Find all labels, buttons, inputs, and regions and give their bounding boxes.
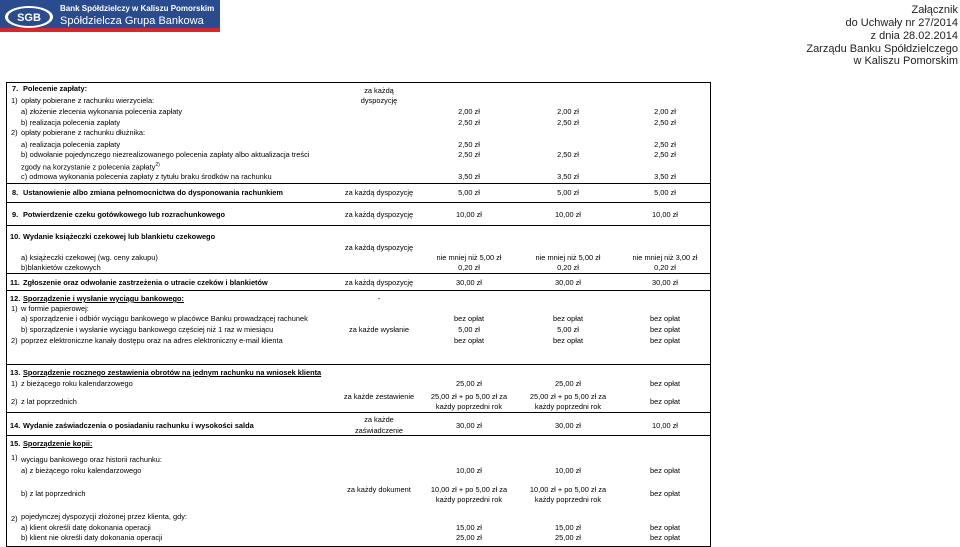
fee-value: nie mniej niż 3,00 zł bbox=[632, 253, 698, 262]
unit-label: za każdą dyspozycję bbox=[344, 210, 414, 219]
unit-label: za każde bbox=[364, 415, 394, 424]
section-title: Polecenie zapłaty: bbox=[23, 84, 88, 93]
resolution-label: do Uchwały nr 27/2014 bbox=[845, 17, 958, 29]
fee-row-label: b) klient nie określi daty dokonania operacji bbox=[21, 533, 163, 542]
section-title: Wydanie książeczki czekowej lub blankietu czekowego bbox=[23, 232, 216, 241]
fee-value: 2,50 zł bbox=[458, 118, 480, 127]
fee-value: bez opłat bbox=[650, 489, 680, 498]
fee-value: bez opłat bbox=[553, 336, 583, 345]
fee-row-label: poprzez elektroniczne kanały dostępu oraz na adres elektroniczny e-mail klienta bbox=[21, 336, 283, 345]
fee-row-label: b)blankietów czekowych bbox=[21, 263, 101, 272]
fee-value: 2,00 zł bbox=[458, 107, 480, 116]
fee-value: 30,00 zł bbox=[555, 278, 581, 287]
section-title: Potwierdzenie czeku gotówkowego lub rozrachunkowego bbox=[23, 210, 226, 219]
sub-number: 2) bbox=[11, 128, 18, 137]
unit-label: za każde zestawienie bbox=[343, 392, 415, 401]
fee-value: bez opłat bbox=[650, 523, 680, 532]
fee-value: 15,00 zł bbox=[555, 523, 581, 532]
sub-number: 1) bbox=[11, 304, 18, 313]
fee-value: 10,00 zł bbox=[456, 210, 482, 219]
fee-row-label: a) książeczki czekowej (wg. ceny zakupu) bbox=[21, 253, 158, 262]
fee-value: 5,00 zł bbox=[557, 188, 579, 197]
fee-value: 5,00 zł bbox=[557, 325, 579, 334]
sub-title: w formie papierowej: bbox=[21, 304, 89, 313]
row-divider bbox=[6, 202, 711, 203]
row-divider bbox=[6, 273, 711, 274]
row-divider bbox=[6, 183, 711, 184]
row-divider bbox=[6, 364, 711, 365]
unit-label: za każdą dyspozycję bbox=[344, 278, 414, 287]
section-number: 10. bbox=[10, 232, 21, 241]
fee-row-label: z bieżącego roku kalendarzowego bbox=[21, 379, 133, 388]
sgb-logo bbox=[3, 4, 55, 30]
section-number: 7. bbox=[12, 84, 19, 93]
sub-title: opłaty pobierane z rachunku dłużnika: bbox=[21, 128, 146, 137]
fee-value: 5,00 zł bbox=[654, 188, 676, 197]
fee-row-label: a) złożenie zlecenia wykonania polecenia zapłaty bbox=[21, 107, 183, 116]
fee-value: każdy poprzedni rok bbox=[435, 495, 503, 504]
fee-value: 30,00 zł bbox=[456, 421, 482, 430]
sub-number: 2) bbox=[11, 514, 18, 523]
bank-name: Bank Spółdzielczy w Kaliszu Pomorskim bbox=[60, 4, 215, 13]
fee-value: 10,00 zł bbox=[555, 210, 581, 219]
fee-row-label: z lat poprzednich bbox=[21, 397, 77, 406]
fee-row-label: a) sporządzenie i odbiór wyciągu bankowego w placówce Banku prowadzącej rachunek bbox=[21, 314, 308, 323]
section-title: Sporządzenie kopii: bbox=[23, 439, 93, 448]
footnote-mark: 2) bbox=[155, 162, 160, 168]
fee-value: bez opłat bbox=[650, 314, 680, 323]
fee-row-label-cont bbox=[21, 161, 160, 171]
fee-value: każdy poprzedni rok bbox=[534, 402, 602, 411]
row-divider bbox=[6, 225, 711, 226]
fee-value: 10,00 zł bbox=[456, 466, 482, 475]
fee-row-label: a) realizacja polecenia zapłaty bbox=[21, 140, 121, 149]
section-number: 14. bbox=[10, 421, 21, 430]
fee-value: 2,00 zł bbox=[557, 107, 579, 116]
row-divider bbox=[6, 412, 711, 413]
fee-value: 25,00 zł bbox=[555, 533, 581, 542]
unit-label: za każdą dyspozycję bbox=[344, 243, 414, 252]
unit-label: za każdą dyspozycję bbox=[344, 188, 414, 197]
section-number: 8. bbox=[12, 188, 19, 197]
section-number: 11. bbox=[10, 278, 20, 287]
fee-value: 2,50 zł bbox=[458, 140, 480, 149]
fee-value: nie mniej niż 5,00 zł bbox=[535, 253, 601, 262]
section-title: Wydanie zaświadczenia o posiadaniu rachunku i wysokości salda bbox=[23, 421, 254, 430]
fee-row-label: b) sporządzenie i wysłanie wyciągu bankowego częściej niż 1 raz w miesiącu bbox=[21, 325, 274, 334]
fee-value: 2,50 zł bbox=[557, 118, 579, 127]
row-divider bbox=[6, 290, 711, 291]
unit-label: dyspozycję bbox=[360, 96, 398, 105]
fee-value: 0,20 zł bbox=[557, 263, 579, 272]
dash-mark: - bbox=[377, 294, 381, 303]
sub-title: opłaty pobierane z rachunku wierzyciela: bbox=[21, 96, 155, 105]
fee-row-label: b) odwołanie pojedynczego niezrealizowanego polecenia zapłaty albo aktualizacja treści bbox=[21, 150, 310, 159]
board-label: Zarządu Banku Spółdzielczego bbox=[806, 43, 958, 55]
section-title: Ustanowienie albo zmiana pełnomocnictwa do dysponowania rachunkiem bbox=[23, 188, 283, 197]
fee-value: bez opłat bbox=[454, 314, 484, 323]
fee-value: 15,00 zł bbox=[456, 523, 482, 532]
fee-value: 25,00 zł bbox=[555, 379, 581, 388]
fee-row-label: a) z bieżącego roku kalendarzowego bbox=[21, 466, 142, 475]
fee-value: 10,00 zł bbox=[652, 210, 678, 219]
fee-value: 0,20 zł bbox=[458, 263, 480, 272]
section-title: Zgłoszenie oraz odwołanie zastrzeżenia o utracie czeków i blankietów bbox=[23, 278, 268, 287]
fee-value: 2,00 zł bbox=[654, 107, 676, 116]
fee-value: 2,50 zł bbox=[654, 118, 676, 127]
fee-value: nie mniej niż 5,00 zł bbox=[436, 253, 502, 262]
sub-title: wyciągu bankowego oraz historii rachunku: bbox=[21, 455, 162, 464]
fee-value: każdy poprzedni rok bbox=[534, 495, 602, 504]
sub-number: 1) bbox=[11, 96, 18, 105]
sub-number: 1) bbox=[11, 453, 18, 462]
fee-row-label: c) odmowa wykonania polecenia zapłaty z tytułu braku środków na rachunku bbox=[21, 172, 272, 181]
fee-value: 3,50 zł bbox=[557, 172, 579, 181]
bank-group: Spółdzielcza Grupa Bankowa bbox=[60, 15, 204, 27]
fee-value: 3,50 zł bbox=[458, 172, 480, 181]
sub-number: 2) bbox=[11, 336, 18, 345]
section-number: 13. bbox=[10, 368, 21, 377]
section-number: 12. bbox=[10, 294, 21, 303]
fee-value: bez opłat bbox=[454, 336, 484, 345]
place-label: w Kaliszu Pomorskim bbox=[853, 55, 958, 67]
fee-value: 10,00 zł + po 5,00 zł za bbox=[430, 485, 508, 494]
fee-value: 10,00 zł + po 5,00 zł za bbox=[529, 485, 607, 494]
fee-value: 5,00 zł bbox=[458, 325, 480, 334]
unit-label: za każde wysłanie bbox=[349, 325, 409, 334]
fee-row-label: b) realizacja polecenia zapłaty bbox=[21, 118, 121, 127]
sub-title: pojedynczej dyspozycji złożonej przez klienta, gdy: bbox=[21, 512, 187, 521]
fee-row-label: a) klient określi datę dokonania operacji bbox=[21, 523, 151, 532]
fee-value: 10,00 zł bbox=[652, 421, 678, 430]
fee-value: bez opłat bbox=[553, 314, 583, 323]
sub-number: 2) bbox=[11, 397, 18, 406]
fee-value: 10,00 zł bbox=[555, 466, 581, 475]
fee-value: 3,50 zł bbox=[654, 172, 676, 181]
fee-value: 2,50 zł bbox=[654, 150, 676, 159]
fee-value: 2,50 zł bbox=[557, 150, 579, 159]
fee-value: 25,00 zł + po 5,00 zł za bbox=[529, 392, 607, 401]
fee-value: 5,00 zł bbox=[458, 188, 480, 197]
fee-value: każdy poprzedni rok bbox=[435, 402, 503, 411]
fee-row-label-text: zgody na korzystanie z polecenia zapłaty bbox=[21, 162, 156, 172]
attachment-label: Załącznik bbox=[911, 4, 958, 16]
fee-value: bez opłat bbox=[650, 397, 680, 406]
fee-value: bez opłat bbox=[650, 466, 680, 475]
fee-value: 25,00 zł + po 5,00 zł za bbox=[430, 392, 508, 401]
fee-row-label: b) z lat poprzednich bbox=[21, 489, 86, 498]
fee-value: bez opłat bbox=[650, 336, 680, 345]
row-divider bbox=[6, 435, 711, 436]
fee-value: 2,50 zł bbox=[458, 150, 480, 159]
fee-value: 25,00 zł bbox=[456, 533, 482, 542]
fee-value: 0,20 zł bbox=[654, 263, 676, 272]
fee-value: bez opłat bbox=[650, 533, 680, 542]
fee-value: bez opłat bbox=[650, 325, 680, 334]
fee-value: 30,00 zł bbox=[652, 278, 678, 287]
section-title: Sporządzenie i wysłanie wyciągu bankowego: bbox=[23, 294, 184, 303]
unit-label: za każdy dokument bbox=[347, 485, 411, 494]
svg-text:SGB: SGB bbox=[17, 12, 41, 24]
unit-label: za każdą bbox=[364, 86, 394, 95]
section-title: Sporządzenie rocznego zestawienia obrotów na jednym rachunku na wniosek klienta bbox=[23, 368, 322, 377]
fee-value: 30,00 zł bbox=[555, 421, 581, 430]
date-label: z dnia 28.02.2014 bbox=[870, 30, 958, 42]
section-number: 15. bbox=[10, 439, 21, 448]
fee-value: bez opłat bbox=[650, 379, 680, 388]
sub-number: 1) bbox=[11, 379, 18, 388]
section-number: 9. bbox=[12, 210, 19, 219]
unit-label: zaświadczenie bbox=[354, 426, 404, 435]
fee-value: 25,00 zł bbox=[456, 379, 482, 388]
fee-value: 30,00 zł bbox=[456, 278, 482, 287]
fee-value: 2,50 zł bbox=[654, 140, 676, 149]
